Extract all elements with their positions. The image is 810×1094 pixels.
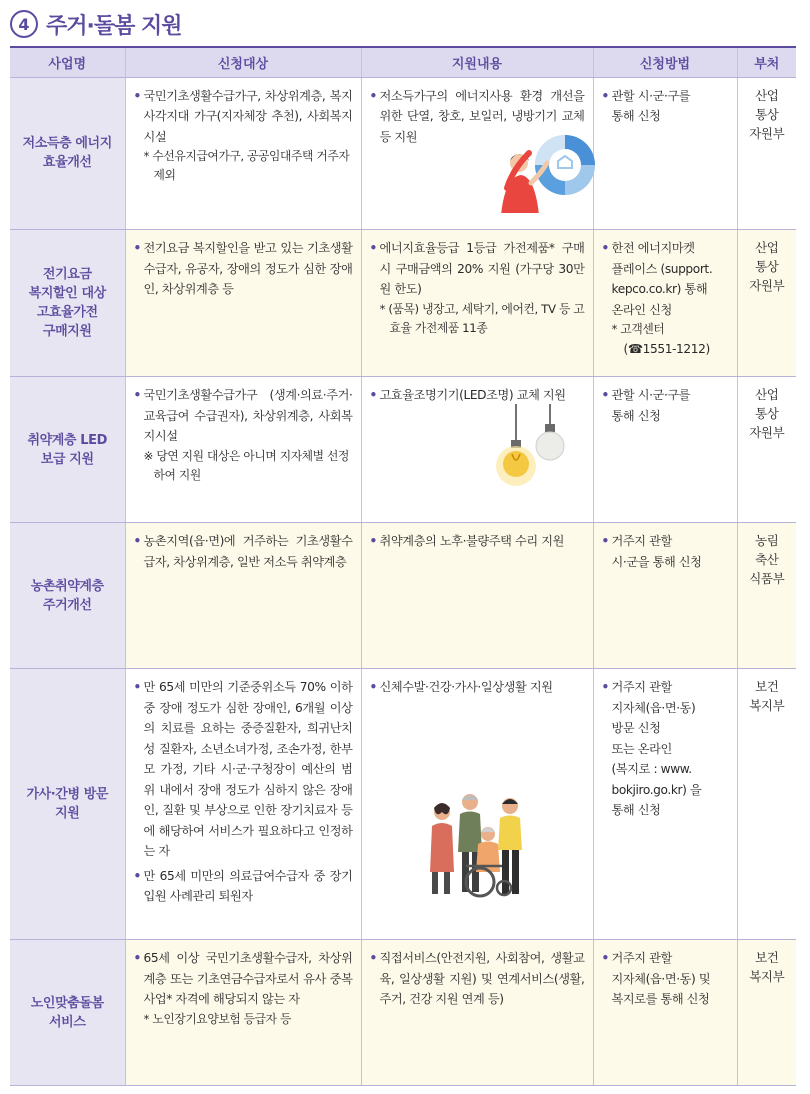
section-number-badge: 4 (10, 10, 38, 38)
header-target: 신청대상 (125, 47, 361, 77)
content-item: • 고효율조명기기(LED조명) 교체 지원 (370, 385, 585, 406)
content-item: • 취약계층의 노후·불량주택 수리 지원 (370, 531, 585, 552)
content-cell (361, 523, 593, 669)
method-item: • 관할 시·군·구를 통해 신청 (602, 86, 729, 127)
dept-cell: 산업 통상 자원부 (737, 77, 796, 230)
dept-cell: 산업 통상 자원부 (737, 377, 796, 523)
target-item: • 농촌지역(읍·면)에 거주하는 기초생활수급자, 차상위계층, 일반 저소득 취약계층 (134, 531, 353, 572)
header-program-name: 사업명 (10, 47, 125, 77)
content-item: • 에너지효율등급 1등급 가전제품* 구매 시 구매금액의 20% 지원 (가구당 30만원 한도) (370, 238, 585, 300)
table-row (10, 940, 796, 1086)
program-name: 노인맞춤돌봄 서비스 (10, 940, 125, 1086)
method-cell (593, 940, 737, 1086)
method-note: * 고객센터 (611, 322, 665, 336)
target-item: • 국민기초생활수급가구, 차상위계층, 복지 사각지대 가구(지자체장 추천), 사회복지시설 (134, 86, 353, 148)
dept-cell: 산업 통상 자원부 (737, 230, 796, 377)
content-item: • 직접서비스(안전지원, 사회참여, 생활교육, 일상생활 지원) 및 연계서비스(생활, 주거, 건강 지원 연계 등) (370, 948, 585, 1010)
target-cell (125, 669, 361, 940)
dept-cell: 농림 축산 식품부 (737, 523, 796, 669)
customer-center-phone: (☎1551-1212) (623, 342, 710, 356)
section-title-text: 주거·돌봄 지원 (46, 13, 182, 39)
table-row (10, 377, 796, 523)
table-row (10, 669, 796, 940)
target-note: * 노인장기요양보험 등급자 등 (143, 1011, 291, 1026)
method-cell (593, 377, 737, 523)
target-item: • 만 65세 미만의 기준중위소득 70% 이하 중 장애 정도가 심한 장애인, 6개월 이상의 치료를 요하는 중증질환자, 희귀난치성 질환자, 소년소녀가정, 조손가정, 한부모 가정, 기타 시·군·구청장이 예산의 범위 내에서 장애 정도가 심하지 않은 장애인, 질환 및 부상으로 인한 장기치료자 등에 해당하여 서비스가 필요하다고 인정하는 자 (134, 677, 353, 862)
target-cell (125, 940, 361, 1086)
content-cell (361, 940, 593, 1086)
method-item: • 거주지 관할 지자체(읍·면·동) 방문 신청 또는 온라인 (복지로 : www. bokjiro.go.kr) 을 통해 신청 (602, 677, 729, 821)
target-item: • 65세 이상 국민기초생활수급자, 차상위계층 또는 기초연금수급자로서 유사 중복사업* 자격에 해당되지 않는 자 (134, 948, 353, 1010)
content-note: * (품목) 냉장고, 세탁기, 에어컨, TV 등 고효율 가전제품 11종 (379, 301, 585, 335)
light-bulbs-illustration (370, 410, 585, 500)
target-note: * 수선유지급여가구, 공공임대주택 거주자 제외 (143, 149, 350, 182)
method-item: • 관할 시·군·구를 통해 신청 (602, 385, 729, 426)
energy-renovation-illustration (370, 151, 585, 223)
table-row (10, 77, 796, 230)
program-name: 가사·간병 방문 지원 (10, 669, 125, 940)
content-item: • 신체수발·건강·가사·일상생활 지원 (370, 677, 585, 698)
target-item: • 국민기초생활수급가구 (생계·의료·주거·교육급여 수급권자), 차상위계층, 사회복지시설 (134, 385, 353, 447)
program-name: 저소득층 에너지 효율개선 (10, 77, 125, 230)
content-cell (361, 77, 593, 230)
header-method: 신청방법 (593, 47, 737, 77)
program-name: 취약계층 LED 보급 지원 (10, 377, 125, 523)
content-cell (361, 377, 593, 523)
target-item: • 전기요금 복지할인을 받고 있는 기초생활수급자, 유공자, 장애의 정도가 심한 장애인, 차상위계층 등 (134, 238, 353, 300)
table-row (10, 230, 796, 377)
table-header-row (10, 47, 796, 77)
support-programs-table (10, 46, 796, 1086)
content-cell (361, 230, 593, 377)
header-content: 지원내용 (361, 47, 593, 77)
header-dept: 부처 (737, 47, 796, 77)
target-cell (125, 377, 361, 523)
method-item: • 거주지 관할 지자체(읍·면·동) 및 복지로를 통해 신청 (602, 948, 729, 1010)
method-item: • 거주지 관할 시·군을 통해 신청 (602, 531, 729, 572)
family-care-illustration (370, 702, 585, 832)
target-cell (125, 523, 361, 669)
content-item: • 저소득가구의 에너지사용 환경 개선을 위한 단열, 창호, 보일러, 냉방기기 교체등 지원 (370, 86, 585, 148)
section-title (10, 8, 182, 40)
table-row (10, 523, 796, 669)
target-cell (125, 230, 361, 377)
target-item: • 만 65세 미만의 의료급여수급자 중 장기입원 사례관리 퇴원자 (134, 866, 353, 907)
program-name: 전기요금 복지할인 대상 고효율가전 구매지원 (10, 230, 125, 377)
target-cell (125, 77, 361, 230)
content-cell (361, 669, 593, 940)
method-cell (593, 230, 737, 377)
dept-cell: 보건 복지부 (737, 940, 796, 1086)
program-name: 농촌취약계층 주거개선 (10, 523, 125, 669)
dept-cell: 보건 복지부 (737, 669, 796, 940)
method-cell (593, 523, 737, 669)
target-note: ※ 당연 지원 대상은 아니며 지자체별 선정하여 지원 (143, 448, 350, 482)
method-item: • 한전 에너지마켓 플레이스 (support. kepco.co.kr) 통해 온라인 신청 (602, 238, 729, 320)
method-cell (593, 669, 737, 940)
